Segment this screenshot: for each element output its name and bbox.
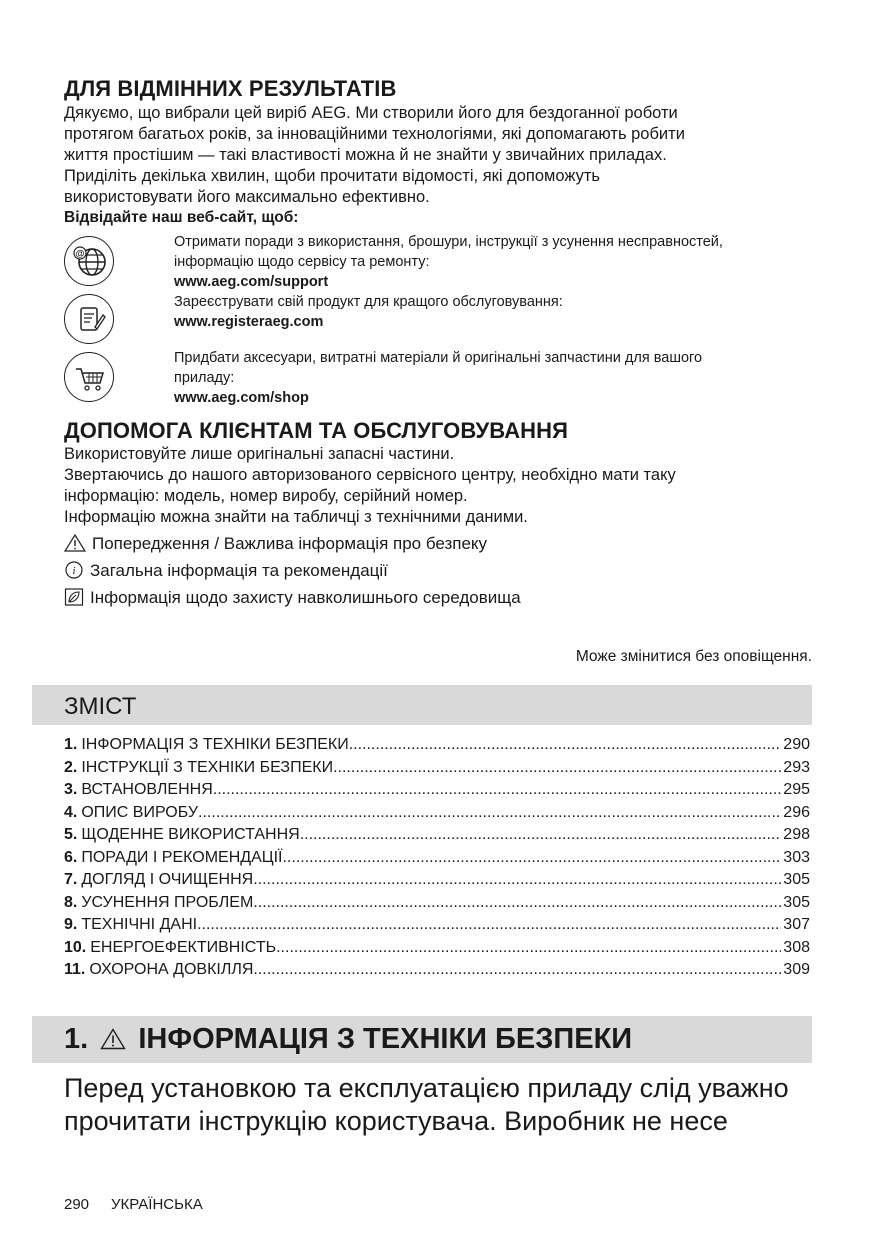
shop-description: Придбати аксесуари, витратні матеріали й оригінальні запчастини для вашого	[174, 350, 703, 366]
legend-info	[64, 560, 388, 582]
toc-item[interactable]: 10. ЕНЕРГОЕФЕКТИВНІСТЬ ..... 308	[64, 939, 810, 962]
section1-line: прочитати інструкцію користувача. Виробник не несе	[64, 1106, 728, 1136]
page-number: 290	[64, 1196, 90, 1213]
service-line: інформацію: модель, номер виробу, серійний номер.	[64, 487, 468, 505]
warning-triangle-icon	[64, 534, 86, 552]
footer-language: УКРАЇНСЬКА	[111, 1196, 203, 1213]
toc-item[interactable]: 4. ОПИС ВИРОБУ ..... 296	[64, 804, 810, 827]
toc-item[interactable]: 11. ОХОРОНА ДОВКІЛЛЯ ..... 309	[64, 961, 810, 984]
register-description: Зареєструвати свій продукт для кращого обслуговування:	[174, 294, 563, 310]
visit-website-label: Відвідайте наш веб-сайт, щоб:	[64, 209, 299, 226]
shopping-cart-icon	[64, 352, 114, 402]
toc-item[interactable]: 8. УСУНЕННЯ ПРОБЛЕМ ..... 305	[64, 894, 810, 917]
svg-text:i: i	[72, 565, 76, 577]
table-of-contents	[64, 736, 810, 984]
legend-warning-text: Попередження / Важлива інформація про безпеку	[92, 534, 488, 553]
support-text	[174, 232, 814, 292]
info-icon	[64, 561, 84, 579]
leaf-icon	[64, 588, 84, 606]
section1-number: 1.	[64, 1023, 89, 1055]
service-heading: ДОПОМОГА КЛІЄНТАМ ТА ОБСЛУГОВУВАННЯ	[64, 418, 569, 443]
svg-text:@: @	[75, 248, 85, 259]
toc-item[interactable]: 9. ТЕХНІЧНІ ДАНІ ..... 307	[64, 916, 810, 939]
register-link[interactable]: www.registeraeg.com	[174, 314, 324, 330]
warning-triangle-icon	[100, 1028, 126, 1050]
support-description: Отримати поради з використання, брошури, інструкції з усунення несправностей,	[174, 234, 723, 250]
toc-title: ЗМІСТ	[64, 693, 137, 720]
toc-item[interactable]: 6. ПОРАДИ І РЕКОМЕНДАЦІЇ ..... 303	[64, 849, 810, 872]
service-line: Використовуйте лише оригінальні запасні частини.	[64, 445, 455, 463]
shop-description: приладу:	[174, 370, 235, 386]
support-description: інформацію щодо сервісу та ремонту:	[174, 254, 430, 270]
results-line: Дякуємо, що вибрали цей виріб AEG. Ми створили його для бездоганної роботи	[64, 104, 678, 122]
register-text	[174, 292, 814, 332]
section1-title	[64, 1023, 632, 1056]
section1-intro	[64, 1072, 789, 1138]
toc-header	[32, 685, 812, 725]
legend-info-text: Загальна інформація та рекомендації	[90, 561, 388, 580]
service-line: Інформацію можна знайти на табличці з технічними даними.	[64, 508, 528, 526]
section1-header	[32, 1016, 812, 1063]
support-link[interactable]: www.aeg.com/support	[174, 274, 329, 290]
results-line: протягом багатьох років, за інноваційними технологіями, які допомагають робити	[64, 125, 685, 143]
globe-icon	[64, 236, 114, 286]
legend-environment	[64, 587, 521, 609]
toc-item[interactable]: 3. ВСТАНОВЛЕННЯ ..... 295	[64, 781, 810, 804]
page-footer	[64, 1196, 225, 1213]
toc-item[interactable]: 5. ЩОДЕННЕ ВИКОРИСТАННЯ ..... 298	[64, 826, 810, 849]
results-heading: ДЛЯ ВІДМІННИХ РЕЗУЛЬТАТІВ	[64, 76, 397, 101]
service-line: Звертаючись до нашого авторизованого сервісного центру, необхідно мати таку	[64, 466, 676, 484]
service-text	[64, 444, 812, 528]
register-form-icon	[64, 294, 114, 344]
shop-link[interactable]: www.aeg.com/shop	[174, 390, 309, 406]
shop-text	[174, 348, 814, 408]
results-line: Приділіть декілька хвилин, щоби прочитати відомості, які допоможуть	[64, 167, 600, 185]
legend-environment-text: Інформація щодо захисту навколишнього середовища	[90, 588, 521, 607]
results-intro	[64, 103, 812, 208]
results-line: життя простішим — такі властивості можна й не знайти у звичайних приладах.	[64, 146, 667, 164]
section1-line: Перед установкою та експлуатацією приладу слід уважно	[64, 1073, 789, 1103]
toc-item[interactable]: 1. ІНФОРМАЦІЯ З ТЕХНІКИ БЕЗПЕКИ ..... 290	[64, 736, 810, 759]
toc-item[interactable]: 7. ДОГЛЯД І ОЧИЩЕННЯ ..... 305	[64, 871, 810, 894]
toc-item[interactable]: 2. ІНСТРУКЦІЇ З ТЕХНІКИ БЕЗПЕКИ ..... 293	[64, 759, 810, 782]
change-notice: Може змінитися без оповіщення.	[575, 648, 812, 665]
section1-heading: ІНФОРМАЦІЯ З ТЕХНІКИ БЕЗПЕКИ	[138, 1023, 633, 1055]
legend-warning	[64, 533, 487, 555]
results-line: використовувати його максимально ефективно.	[64, 188, 430, 206]
